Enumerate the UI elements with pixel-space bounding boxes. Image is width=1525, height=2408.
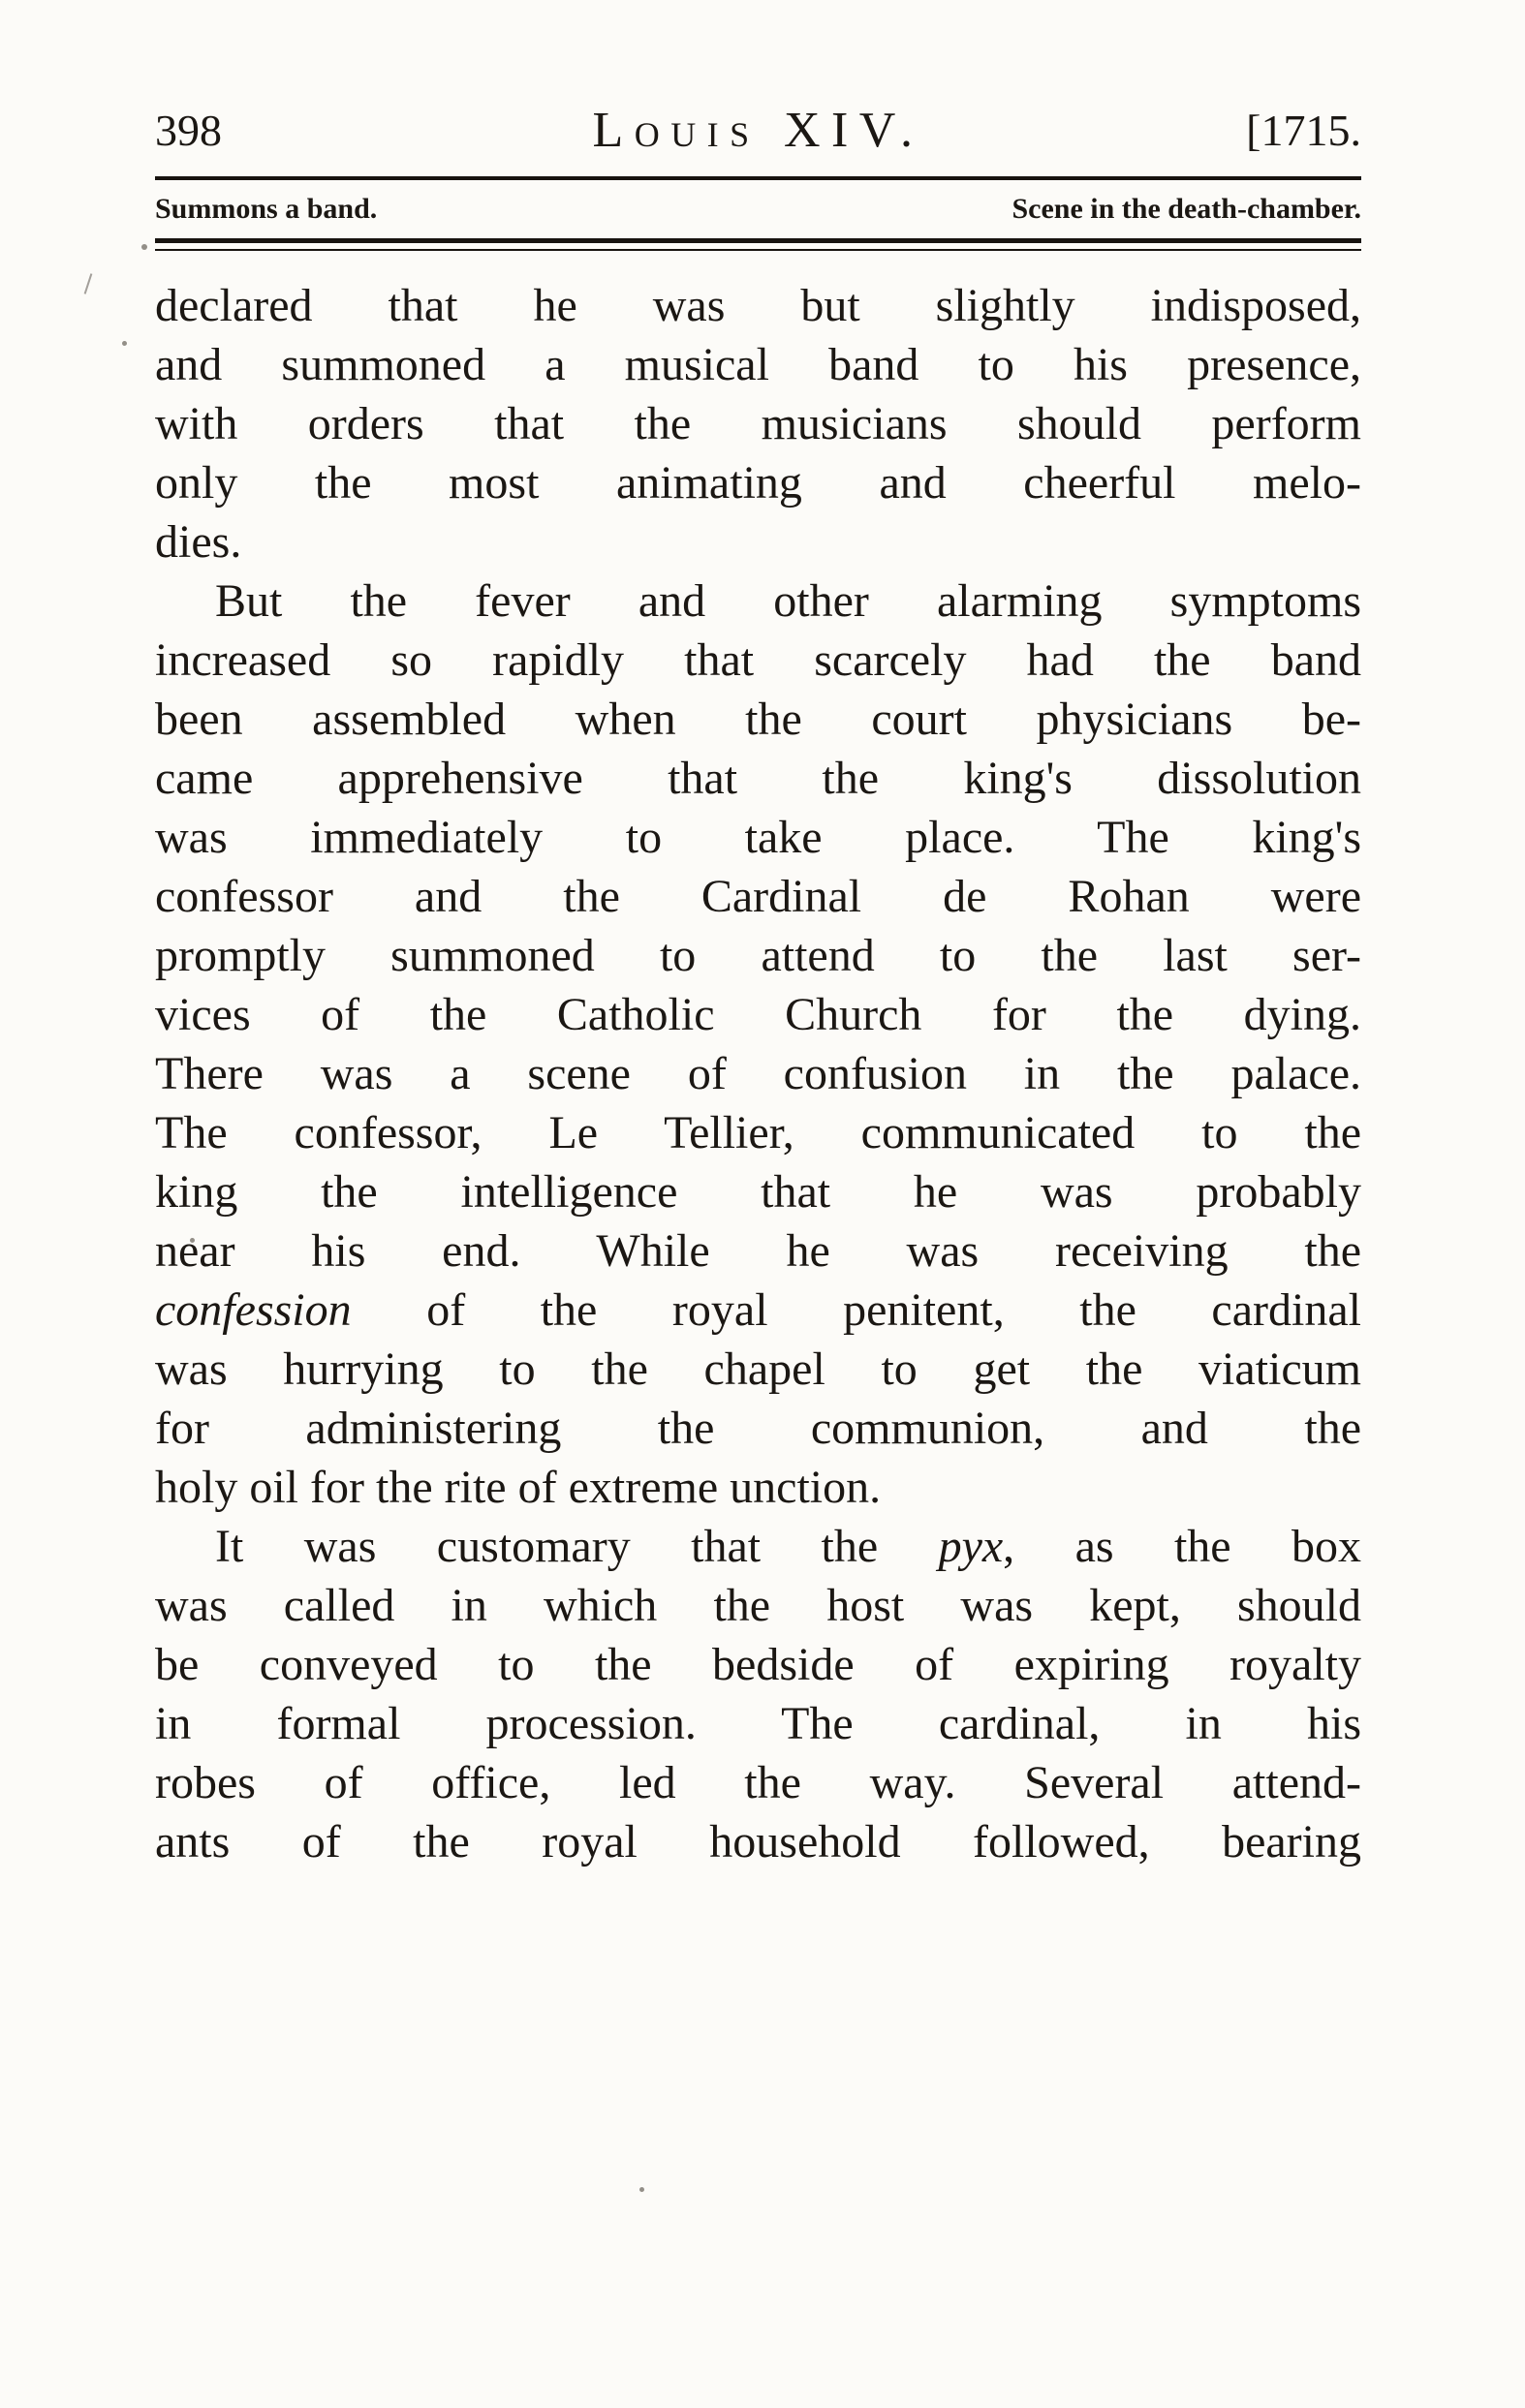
text-segment: for administering the communion, and the — [155, 1403, 1361, 1454]
text-segment: declared that he was but slightly indisposed, — [155, 280, 1361, 331]
text-segment: confessor and the Cardinal de Rohan were — [155, 871, 1361, 922]
text-line — [155, 1044, 1361, 1103]
text-line — [155, 1221, 1361, 1281]
page-year: [1715. — [1246, 106, 1361, 155]
text-segment: of the royal penitent, the cardinal — [351, 1284, 1361, 1336]
text-line — [155, 1812, 1361, 1871]
text-segment: was immediately to take place. The king's — [155, 812, 1361, 863]
text-segment: with orders that the musicians should perform — [155, 398, 1361, 449]
text-segment: promptly summoned to attend to the last ser- — [155, 930, 1361, 981]
text-line — [155, 1753, 1361, 1812]
text-line — [155, 335, 1361, 394]
text-line — [155, 1694, 1361, 1753]
text-segment: been assembled when the court physicians be- — [155, 694, 1361, 745]
header-rule — [155, 176, 1361, 180]
text-segment: king the intelligence that he was probably — [155, 1166, 1361, 1218]
text-line — [155, 867, 1361, 926]
text-line — [155, 512, 1361, 571]
text-segment: be conveyed to the bedside of expiring royalty — [155, 1639, 1361, 1690]
text-line — [155, 1635, 1361, 1694]
page-header — [155, 101, 1361, 251]
running-head-right: Scene in the death-chamber. — [1011, 193, 1361, 225]
text-segment: increased so rapidly that scarcely had the band — [155, 634, 1361, 686]
double-rule-bottom — [155, 249, 1361, 251]
page-title: Louis XIV. — [592, 103, 924, 158]
paragraph — [155, 1517, 1361, 1871]
text-line — [155, 926, 1361, 985]
text-segment: near his end. While he was receiving the — [155, 1225, 1361, 1277]
text-line — [155, 808, 1361, 867]
text-line — [155, 276, 1361, 335]
text-segment: , as the box — [1003, 1521, 1362, 1572]
text-line — [155, 1576, 1361, 1635]
text-line — [155, 749, 1361, 808]
text-segment: came apprehensive that the king's dissolution — [155, 753, 1361, 804]
text-line — [155, 631, 1361, 690]
running-head-left: Summons a band. — [155, 193, 378, 225]
scan-speck — [639, 2187, 644, 2192]
text-line — [155, 1103, 1361, 1162]
body-text — [155, 276, 1361, 1871]
paragraph — [155, 571, 1361, 1517]
page-number: 398 — [155, 106, 222, 155]
text-line — [155, 1281, 1361, 1340]
italic-text: pyx — [938, 1521, 1004, 1572]
page-content — [155, 0, 1361, 1871]
text-segment: ants of the royal household followed, bearing — [155, 1816, 1361, 1868]
scan-speck — [122, 341, 127, 346]
text-segment: vices of the Catholic Church for the dying. — [155, 989, 1361, 1040]
header-row — [155, 101, 1361, 161]
text-line — [155, 453, 1361, 512]
text-line — [155, 1162, 1361, 1221]
text-segment: dies. — [155, 516, 242, 568]
text-line — [155, 1458, 1361, 1517]
text-line — [155, 571, 1361, 631]
running-head — [155, 190, 1361, 229]
text-segment: was called in which the host was kept, should — [155, 1580, 1361, 1631]
text-segment: holy oil for the rite of extreme unction. — [155, 1462, 882, 1513]
text-line — [155, 690, 1361, 749]
text-segment: The confessor, Le Tellier, communicated to the — [155, 1107, 1361, 1158]
text-segment: But the fever and other alarming symptoms — [215, 575, 1361, 627]
text-segment: was hurrying to the chapel to get the viaticum — [155, 1343, 1361, 1395]
text-segment: only the most animating and cheerful melo- — [155, 457, 1361, 509]
text-segment: It was customary that the — [215, 1521, 939, 1572]
text-line — [155, 1340, 1361, 1399]
text-segment: robes of office, led the way. Several attend- — [155, 1757, 1361, 1808]
scan-speck — [84, 273, 93, 294]
text-segment: in formal procession. The cardinal, in his — [155, 1698, 1361, 1749]
paragraph — [155, 276, 1361, 571]
text-line — [155, 1399, 1361, 1458]
text-line — [155, 1517, 1361, 1576]
text-line — [155, 985, 1361, 1044]
double-rule-top — [155, 238, 1361, 243]
italic-text: confession — [155, 1284, 352, 1336]
scan-speck — [141, 244, 147, 250]
text-line — [155, 394, 1361, 453]
text-segment: and summoned a musical band to his presence, — [155, 339, 1361, 390]
text-segment: There was a scene of confusion in the palace. — [155, 1048, 1361, 1099]
